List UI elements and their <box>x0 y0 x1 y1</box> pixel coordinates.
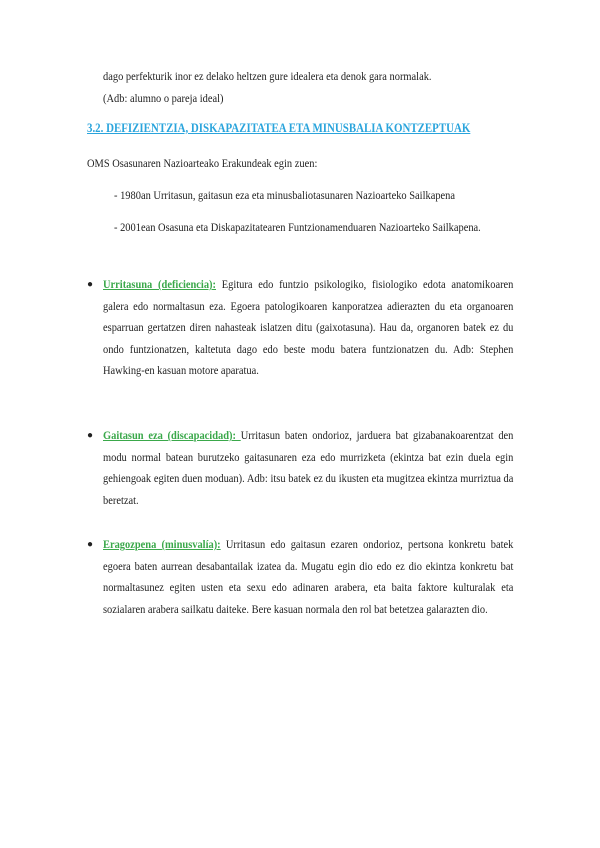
section-heading: 3.2. DEFIZIENTZIA, DISKAPAZITATEA ETA MINUSBALIA KONTZEPTUAK <box>87 121 471 135</box>
term-eragozpena: Eragozpena (minusvalía): <box>103 538 221 551</box>
top-paragraph <box>103 66 513 109</box>
bullet-gaitasun-eza-text <box>103 425 513 511</box>
bullet-dot-icon: ● <box>87 430 94 441</box>
bullet-eragozpena-text <box>103 534 513 620</box>
bullet-urritasuna-text <box>103 274 513 382</box>
term-gaitasun-eza: Gaitasun eza (discapacidad): <box>103 429 241 442</box>
definition-urritasuna: Egitura edo funtzio psikologiko, fisiologiko edota anatomikoaren galera edo normaltasun eza. Egoera patologikoaren kanporatzea adierazten du eta organoaren esparruan gertatzen diren nahasteak islatzen ditu (gaixotasuna). Hau da, organoren batek ez du ondo funtzionatzen, kaltetuta dago edo beste modu batera funtzionatzen du. Adb: Stephen Hawking-en kasuan motore aparatua. <box>103 278 514 377</box>
bullet-dot-icon: ● <box>87 279 94 290</box>
bullet-dot-icon: ● <box>87 539 94 550</box>
intro-text: OMS Osasunaren Nazioarteako Erakundeak egin zuen: <box>87 157 318 170</box>
top-paragraph-line2: (Adb: alumno o pareja ideal) <box>103 91 224 105</box>
definition-gaitasun-eza: Urritasun baten ondorioz, jarduera bat gizabanakoarentzat den modu normal batean burutzeko gaitasunaren eza edo murrizketa (ekintza bat ezin duela egin gehiengoak egiten duen moduan). Adb: itsu batek ez du ikusten eta mugitzea ekintza murriztua da beretzat. <box>103 429 514 507</box>
top-paragraph-line1: dago perfekturik inor ez delako heltzen gure idealera eta denok gara normalak. <box>103 70 432 83</box>
sub-item-2001: - 2001ean Osasuna eta Diskapazitatearen Funtzionamenduaren Nazioarteko Sailkapena. <box>114 221 481 234</box>
term-urritasuna: Urritasuna (deficiencia): <box>103 278 216 291</box>
sub-item-1980: - 1980an Urritasun, gaitasun eza eta minusbaliotasunaren Nazioarteko Sailkapena <box>114 189 456 202</box>
definition-eragozpena: Urritasun edo gaitasun ezaren ondorioz, pertsona konkretu batek egoera baten aurrean desabantailak izatea da. Mugatu egin dio edo ez dio ekintza konkretu bat normaltasunez egiten usten eta sexu edo adinaren arabera, eta baita faktore kulturalak eta sozialaren arabera sailkatu daiteke. Bere kasuan normala den rol bat betetzea galarazten dio. <box>103 538 514 616</box>
